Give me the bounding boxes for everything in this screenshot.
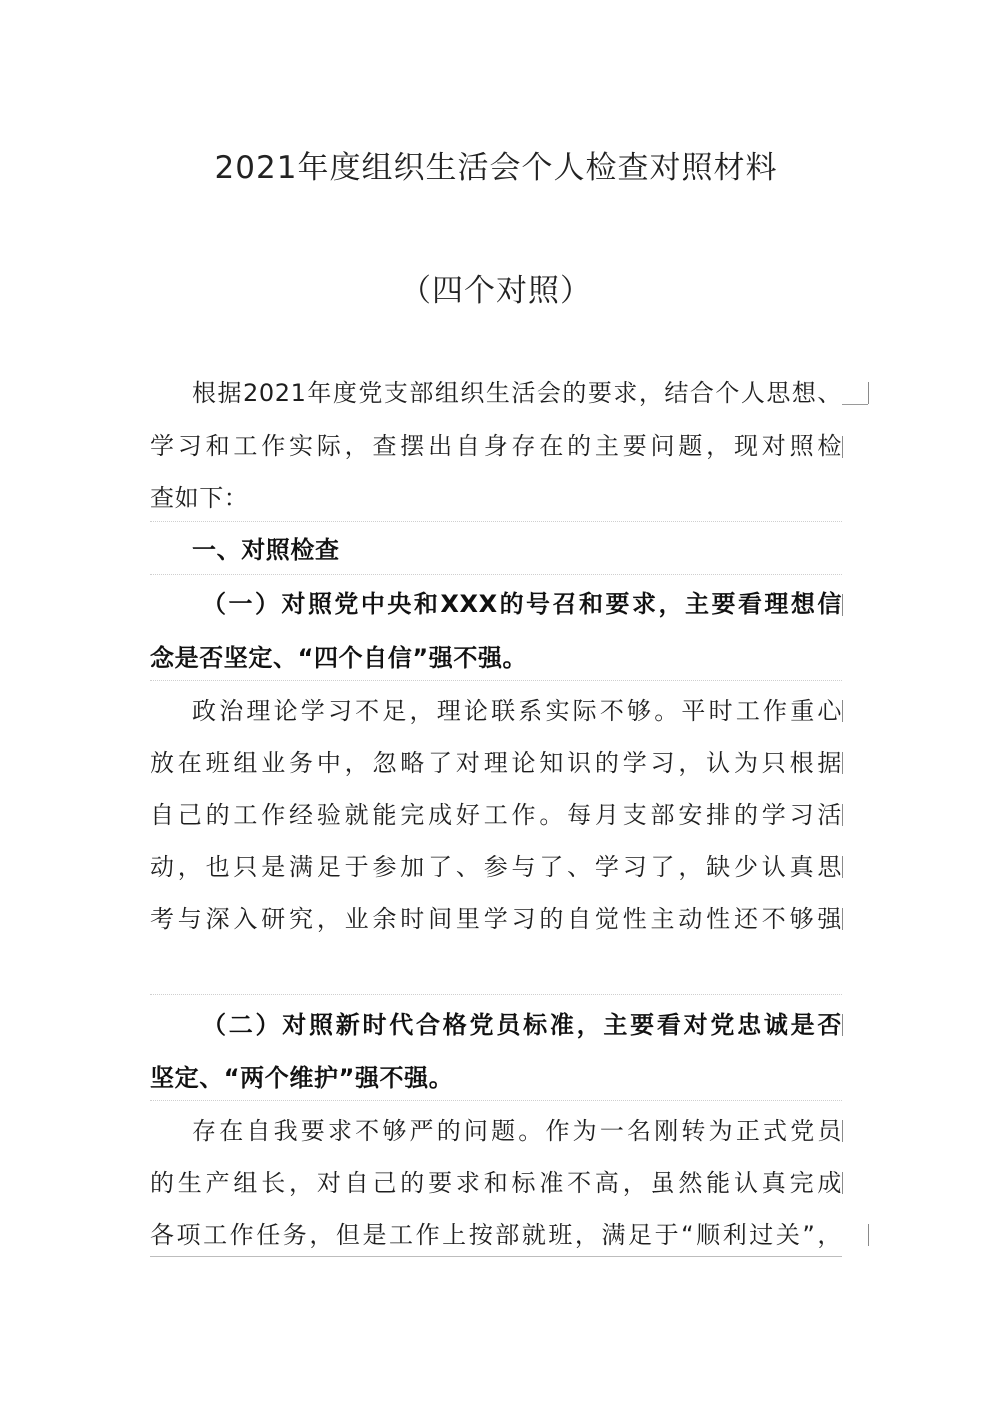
document-subtitle: （四个对照） xyxy=(400,273,592,309)
margin-mark xyxy=(842,1172,843,1194)
body-line: 政治理论学习不足，理论联系实际不够。平时工作重心 xyxy=(192,697,842,725)
margin-mark xyxy=(842,700,843,722)
margin-mark xyxy=(842,404,868,405)
margin-mark xyxy=(842,594,843,616)
item-heading-line-1: （二）对照新时代合格党员标准，主要看对党忠诚是否 xyxy=(202,1011,842,1039)
margin-mark xyxy=(842,908,843,930)
margin-mark xyxy=(842,752,843,774)
margin-mark xyxy=(842,1120,843,1142)
margin-mark xyxy=(868,1224,869,1246)
document-title: 2021年度组织生活会个人检查对照材料 xyxy=(214,150,778,186)
item-heading-line-2: 坚定、“两个维护”强不强。 xyxy=(150,1064,454,1092)
body-line: 的生产组长，对自己的要求和标准不高，虽然能认真完成 xyxy=(150,1169,842,1197)
item-heading-line-1: （一）对照党中央和XXX的号召和要求，主要看理想信 xyxy=(202,590,842,618)
line-rule xyxy=(150,680,842,681)
item-heading-line-2: 念是否坚定、“四个自信”强不强。 xyxy=(150,644,528,672)
margin-mark xyxy=(842,436,843,458)
body-line: 考与深入研究，业余时间里学习的自觉性主动性还不够强 xyxy=(150,905,842,933)
margin-mark xyxy=(842,804,843,826)
body-line: 动，也只是满足于参加了、参与了、学习了，缺少认真思 xyxy=(150,853,842,881)
section-heading: 一、对照检查 xyxy=(192,536,340,564)
body-line: 存在自我要求不够严的问题。作为一名刚转为正式党员 xyxy=(192,1117,842,1145)
line-rule xyxy=(150,1256,842,1257)
intro-line-2: 学习和工作实际，查摆出自身存在的主要问题，现对照检 xyxy=(150,432,842,460)
line-rule xyxy=(150,574,842,575)
line-rule xyxy=(150,994,842,995)
margin-mark xyxy=(868,382,869,404)
line-rule xyxy=(150,521,842,522)
intro-line-1: 根据2021年度党支部组织生活会的要求，结合个人思想、 xyxy=(192,379,842,407)
line-rule xyxy=(150,1100,842,1101)
margin-mark xyxy=(842,856,843,878)
body-line: 各项工作任务，但是工作上按部就班，满足于“顺利过关”， xyxy=(150,1221,842,1249)
margin-mark xyxy=(842,1014,843,1036)
intro-line-3: 查如下： xyxy=(150,484,249,512)
body-line: 自己的工作经验就能完成好工作。每月支部安排的学习活 xyxy=(150,801,842,829)
body-line: 放在班组业务中，忽略了对理论知识的学习，认为只根据 xyxy=(150,749,842,777)
